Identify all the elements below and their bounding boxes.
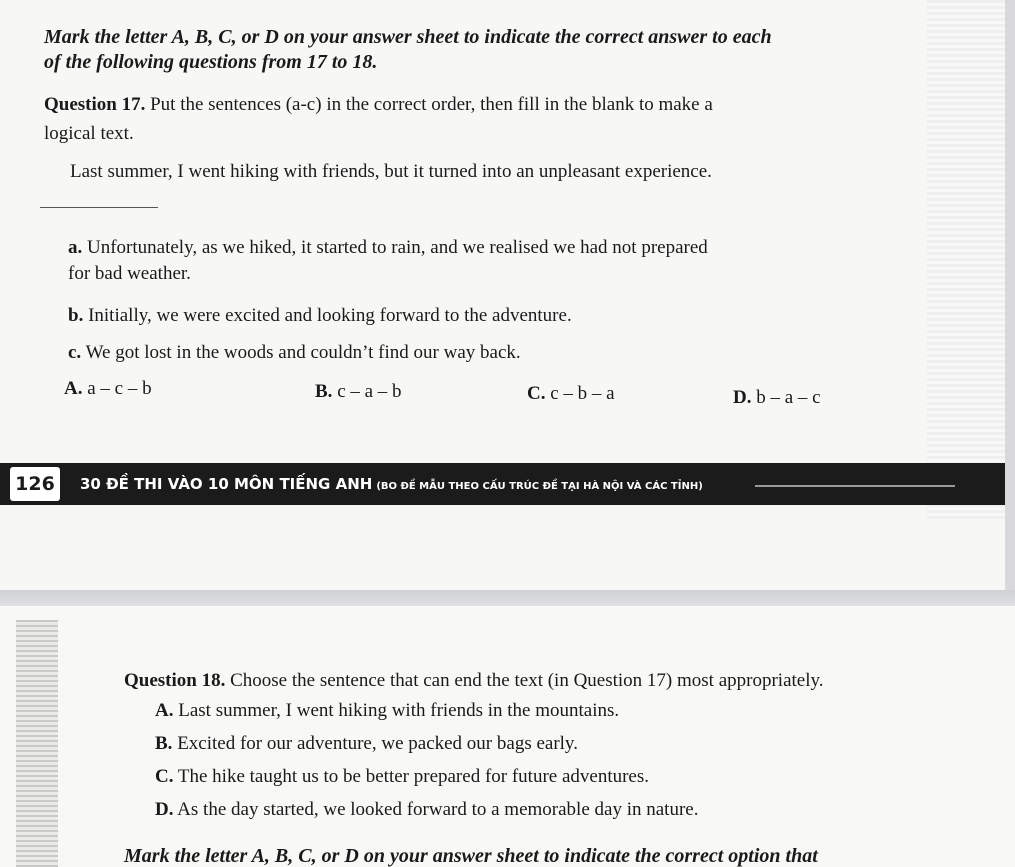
q17-option-c[interactable] — [527, 382, 615, 406]
page-bottom — [0, 606, 1015, 867]
option-letter: A. — [155, 700, 174, 721]
book-title-main: 30 ĐỀ THI VÀO 10 MÔN TIẾNG ANH — [80, 475, 373, 493]
option-text: c – a – b — [332, 381, 402, 402]
answer-blank — [40, 207, 158, 208]
book-title — [80, 472, 703, 499]
sentence-text: Unfortunately, as we hiked, it started to rain, and we realised we had not prepared — [82, 237, 708, 258]
footer-rule — [755, 485, 955, 487]
question-17-prompt-line-2: logical text. — [44, 123, 134, 144]
sentence-a-line-2: for bad weather. — [68, 263, 191, 284]
q18-option-c[interactable] — [155, 765, 649, 789]
option-letter: A. — [64, 378, 83, 399]
q17-option-b[interactable] — [315, 380, 402, 404]
option-text: As the day started, we looked forward to a memorable day in nature. — [173, 799, 699, 820]
question-17-prompt — [44, 93, 713, 117]
question-17-label: Question 17. — [44, 94, 146, 115]
q18-option-d[interactable] — [155, 798, 698, 822]
instruction-line-2: of the following questions from 17 to 18. — [44, 51, 378, 73]
sentence-letter: b. — [68, 305, 84, 326]
book-footer — [0, 463, 1005, 505]
instruction-line-1: Mark the letter A, B, C, or D on your answer sheet to indicate the correct answer to each — [44, 26, 772, 48]
question-17-text: Put the sentences (a-c) in the correct order, then fill in the blank to make a — [145, 94, 713, 115]
instruction-bottom: Mark the letter A, B, C, or D on your answer sheet to indicate the correct option that — [124, 845, 818, 867]
option-text: Last summer, I went hiking with friends in the mountains. — [173, 700, 620, 721]
page-number: 126 — [10, 467, 60, 501]
sentence-b — [68, 304, 572, 328]
intro-sentence: Last summer, I went hiking with friends, but it turned into an unpleasant experience. — [70, 161, 712, 182]
sentence-text: We got lost in the woods and couldn’t find our way back. — [81, 342, 521, 363]
option-text: Excited for our adventure, we packed our bags early. — [172, 733, 578, 754]
sentence-letter: c. — [68, 342, 82, 363]
option-text: c – b – a — [545, 383, 615, 404]
option-letter: D. — [155, 799, 174, 820]
option-text: The hike taught us to be better prepared for future adventures. — [173, 766, 650, 787]
sentence-text: Initially, we were excited and looking forward to the adventure. — [83, 305, 572, 326]
sentence-c — [68, 341, 521, 365]
option-text: a – c – b — [82, 378, 152, 399]
sentence-a — [68, 236, 708, 260]
scan-edge — [927, 0, 1005, 520]
sentence-letter: a. — [68, 237, 83, 258]
scan-edge — [16, 620, 58, 867]
option-letter: D. — [733, 387, 752, 408]
option-text: b – a – c — [751, 387, 821, 408]
book-subtitle: (BO ĐỀ MẪU THEO CẤU TRÚC ĐỀ TẠI HÀ NỘI VÀ CÁC TỈNH) — [376, 481, 703, 492]
question-18-text: Choose the sentence that can end the text (in Question 17) most appropriately. — [225, 670, 824, 691]
option-letter: C. — [155, 766, 174, 787]
q18-option-b[interactable] — [155, 732, 578, 756]
question-18-prompt — [124, 669, 824, 693]
q17-option-a[interactable] — [64, 377, 152, 401]
option-letter: B. — [155, 733, 173, 754]
q17-option-d[interactable] — [733, 386, 821, 410]
option-letter: C. — [527, 383, 546, 404]
q18-option-a[interactable] — [155, 699, 619, 723]
option-letter: B. — [315, 381, 333, 402]
question-18-label: Question 18. — [124, 670, 226, 691]
